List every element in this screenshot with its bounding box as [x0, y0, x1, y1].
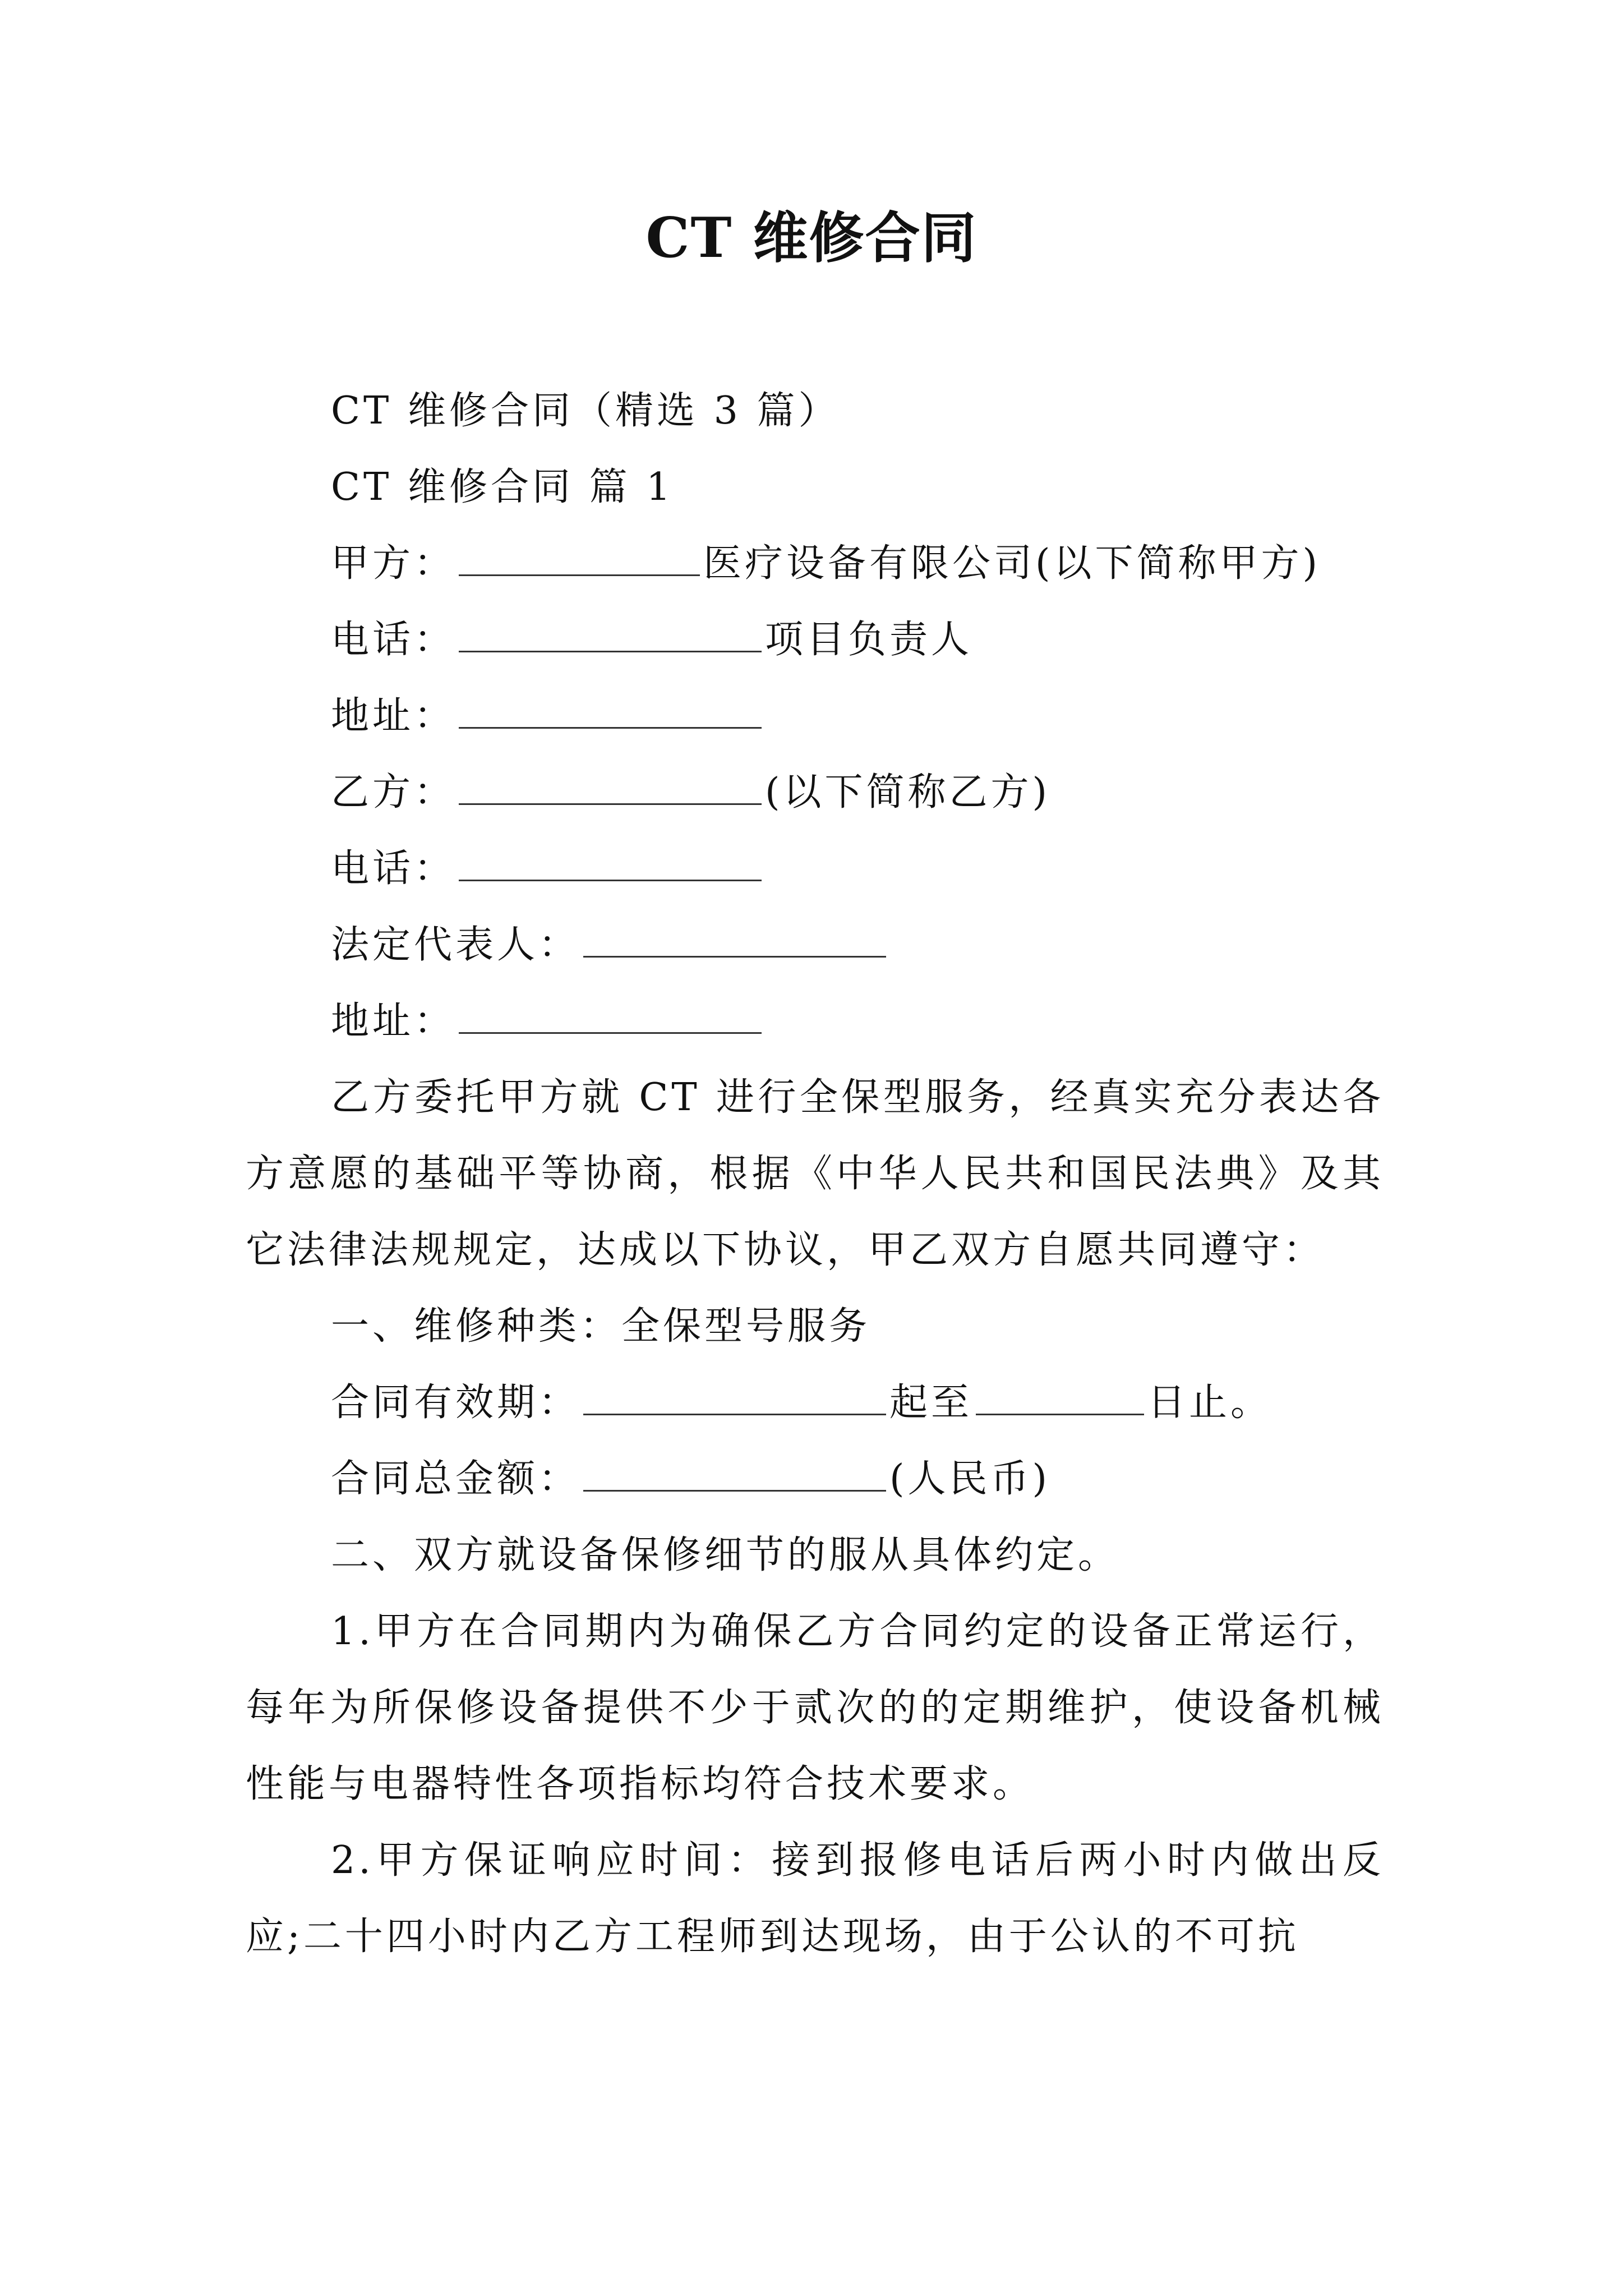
term-end-blank[interactable] [976, 1371, 1144, 1415]
address-a-label: 地址： [331, 694, 456, 738]
amount-suffix: (人民币) [889, 1457, 1051, 1501]
term-start-blank[interactable] [583, 1371, 886, 1415]
party-b-suffix: (以下简称乙方) [765, 770, 1051, 815]
document-title: CT 维修合同 [645, 206, 978, 270]
phone-a-line [246, 602, 1384, 678]
phone-b-line [246, 831, 1384, 907]
party-a-line [246, 526, 1384, 602]
legal-rep-line [246, 907, 1384, 983]
address-a-blank[interactable] [459, 684, 762, 729]
phone-a-label: 电话： [331, 618, 456, 662]
term-mid: 起至 [889, 1381, 973, 1425]
party-a-label: 甲方： [331, 541, 456, 586]
amount-blank[interactable] [583, 1447, 886, 1492]
section-1-heading: 一、维修种类：全保型号服务 [331, 1304, 871, 1349]
legal-rep-blank[interactable] [583, 913, 886, 958]
party-b-label: 乙方： [331, 770, 456, 815]
phone-a-suffix: 项目负责人 [765, 618, 973, 662]
document-body [246, 373, 1384, 1975]
section-2-heading: 二、双方就设备保修细节的服从具体约定。 [331, 1533, 1120, 1577]
party-b-line [246, 754, 1384, 831]
address-b-blank[interactable] [459, 990, 762, 1034]
clause-2-paragraph: 2.甲方保证响应时间：接到报修电话后两小时内做出反应;二十四小时内乙方工程师到达现场，由于公认的不可抗 [246, 1838, 1384, 1959]
address-b-line [246, 983, 1384, 1060]
intro-paragraph: 乙方委托甲方就 CT 进行全保型服务，经真实充分表达各方意愿的基础平等协商，根据《中华人民共和国民法典》及其它法律法规规定，达成以下协议，甲乙双方自愿共同遵守： [246, 1075, 1384, 1272]
legal-rep-label: 法定代表人： [331, 923, 580, 967]
subtitle: CT 维修合同（精选 3 篇） [331, 389, 840, 433]
term-line [246, 1365, 1384, 1441]
chapter-heading: CT 维修合同 篇 1 [331, 465, 674, 509]
party-a-suffix: 医疗设备有限公司(以下简称甲方) [703, 541, 1321, 586]
address-a-line [246, 678, 1384, 754]
term-end: 日止。 [1147, 1381, 1272, 1425]
amount-line [246, 1441, 1384, 1517]
party-b-blank[interactable] [459, 761, 762, 805]
address-b-label: 地址： [331, 999, 456, 1043]
phone-b-label: 电话： [331, 846, 456, 891]
term-label: 合同有效期： [331, 1381, 580, 1425]
party-a-blank[interactable] [459, 532, 700, 576]
clause-1-paragraph: 1.甲方在合同期内为确保乙方合同约定的设备正常运行，每年为所保修设备提供不少于贰次的的定期维护，使设备机械性能与电器特性各项指标均符合技术要求。 [246, 1609, 1384, 1806]
phone-a-blank[interactable] [459, 608, 762, 652]
phone-b-blank[interactable] [459, 837, 762, 881]
amount-label: 合同总金额： [331, 1457, 580, 1501]
